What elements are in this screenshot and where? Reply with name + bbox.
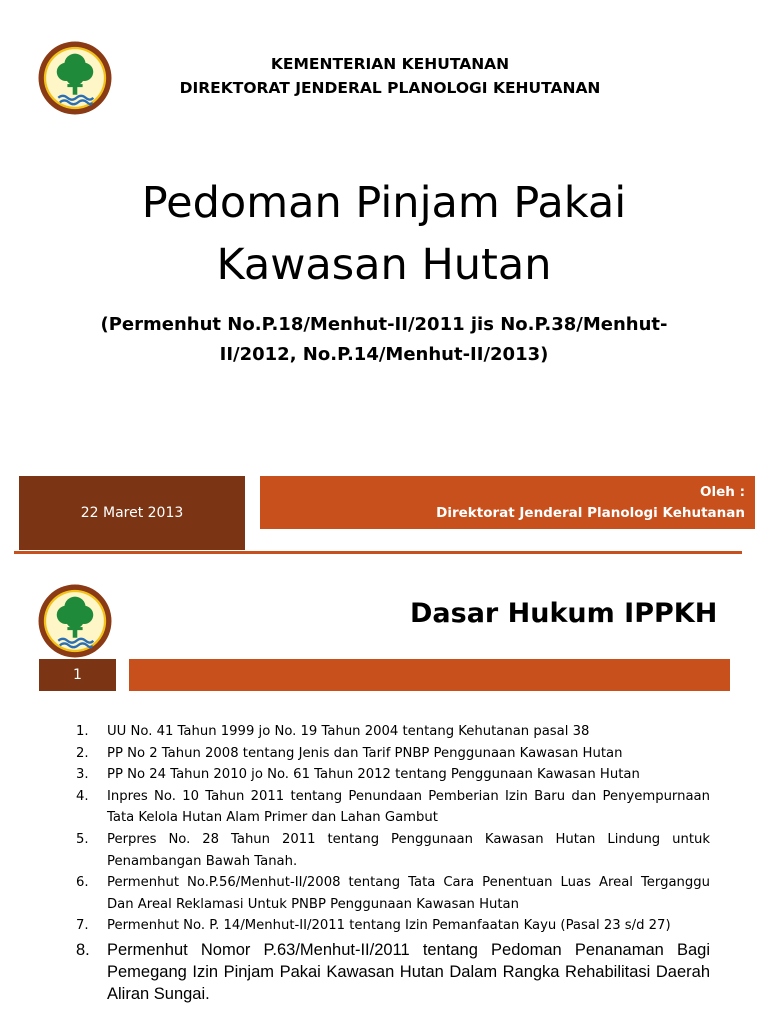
list-item-text: Inpres No. 10 Tahun 2011 tentang Penundaan Pemberian Izin Baru dan Penyempurnaan Tata Kelola Hutan Alam Primer dan Lahan Gambut [107, 788, 710, 826]
forestry-ministry-emblem-icon [37, 583, 113, 659]
list-item [76, 915, 710, 937]
divider [14, 551, 742, 554]
slide-title: Dasar Hukum IPPKH [410, 598, 718, 629]
list-item [76, 743, 710, 765]
presenter-box [260, 476, 755, 529]
presenter-name: Direktorat Jenderal Planologi Kehutanan [436, 505, 745, 521]
main-title-line1: Pedoman Pinjam Pakai [141, 178, 627, 228]
list-item-number: 2. [76, 745, 89, 761]
date-box [19, 476, 245, 550]
slide-number: 1 [73, 667, 82, 683]
list-item [76, 939, 710, 1005]
directorate-name: DIREKTORAT JENDERAL PLANOLOGI KEHUTANAN [179, 79, 601, 97]
main-title [0, 172, 768, 296]
main-title-line2: Kawasan Hutan [216, 240, 552, 290]
forestry-ministry-emblem-icon [37, 40, 113, 116]
slide-number-box [39, 659, 116, 691]
ministry-header [130, 52, 650, 100]
regulation-line1: (Permenhut No.P.18/Menhut-II/2011 jis No.P.38/Menhut- [100, 314, 668, 335]
list-item-number: 3. [76, 767, 89, 783]
regulation-reference [50, 310, 718, 370]
list-item [76, 764, 710, 786]
list-item-number: 7. [76, 918, 89, 934]
title-bar [129, 659, 730, 691]
oleh-label: Oleh : [700, 484, 745, 500]
list-item-text: Permenhut Nomor P.63/Menhut-II/2011 tentang Pedoman Penanaman Bagi Pemegang Izin Pinjam Pakai Kawasan Hutan Dalam Rangka Rehabilitasi Daerah Aliran Sungai. [107, 940, 710, 1003]
ministry-name: KEMENTERIAN KEHUTANAN [270, 55, 510, 73]
legal-basis-list [76, 721, 710, 1005]
list-item-text: PP No 24 Tahun 2010 jo No. 61 Tahun 2012 tentang Penggunaan Kawasan Hutan [107, 767, 640, 783]
list-item [76, 872, 710, 915]
list-item-text: UU No. 41 Tahun 1999 jo No. 19 Tahun 2004 tentang Kehutanan pasal 38 [107, 724, 590, 739]
presentation-date: 22 Maret 2013 [80, 505, 184, 521]
list-item-number: 5. [76, 831, 89, 847]
list-item-number: 1. [76, 724, 89, 739]
list-item-text: PP No 2 Tahun 2008 tentang Jenis dan Tarif PNBP Penggunaan Kawasan Hutan [107, 745, 623, 761]
list-item [76, 721, 710, 743]
list-item-number: 8. [76, 940, 90, 959]
list-item-number: 6. [76, 875, 89, 891]
list-item-text: Permenhut No.P.56/Menhut-II/2008 tentang Tata Cara Penentuan Luas Areal Terganggu Dan Areal Reklamasi Untuk PNBP Penggunaan Kawasan Hutan [107, 875, 710, 912]
list-item-number: 4. [76, 788, 89, 804]
list-item [76, 829, 710, 872]
regulation-line2: II/2012, No.P.14/Menhut-II/2013) [219, 344, 549, 365]
list-item-text: Perpres No. 28 Tahun 2011 tentang Penggunaan Kawasan Hutan Lindung untuk Penambangan Bawah Tanah. [107, 831, 710, 869]
list-item-text: Permenhut No. P. 14/Menhut-II/2011 tentang Izin Pemanfaatan Kayu (Pasal 23 s/d 27) [107, 918, 671, 934]
list-item [76, 786, 710, 829]
